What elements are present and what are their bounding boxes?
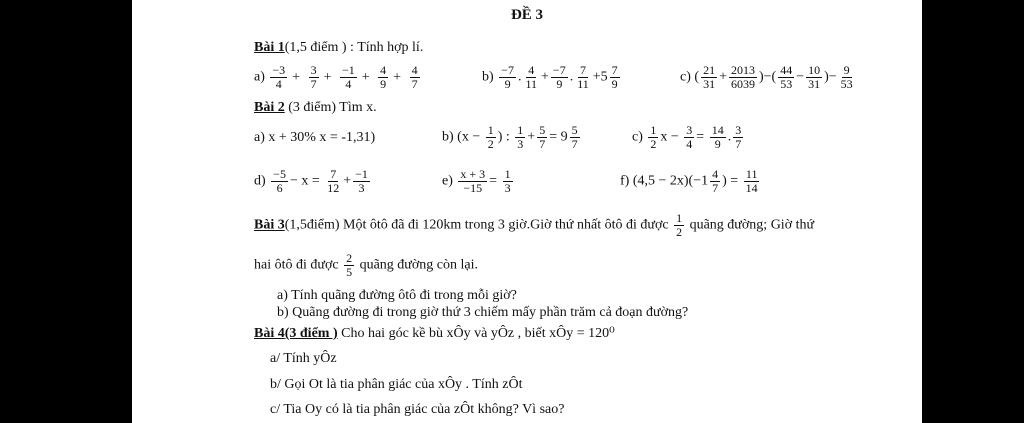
bai4-desc: Cho hai góc kề bù xÔy và yÔz , biết xÔy = 120⁰	[337, 326, 615, 341]
bai1-b-label: b)	[482, 69, 494, 85]
bai3-line1: Bài 3(1,5điểm) Một ôtô đã đi 120km trong 3 giờ.Giờ thứ nhất ôtô đi được $\frac{1}{2}$ quãng đường; Giờ thứ	[254, 211, 815, 239]
bai1-a-label: a)	[254, 69, 265, 85]
bai1-c: c) ( $\frac{21}{31}$ + $\frac{2013}{6039}$ )−( $\frac{44}{53}$ − $\frac{10}{31}$ )− $\frac{9}{53}$	[680, 63, 853, 91]
bai1-label: Bài 1	[254, 40, 285, 55]
bai1-desc: (1,5 điểm ) : Tính hợp lí.	[284, 40, 424, 55]
bai2-desc: (3 điểm) Tìm x.	[284, 100, 377, 115]
page-title: ĐỀ 3	[510, 7, 544, 23]
bai2-d-label: d)	[254, 173, 266, 189]
bai3-desc1b: quãng đường; Giờ thứ	[689, 217, 815, 233]
bai2-c-label: c)	[632, 129, 643, 145]
bai4-qc: c/ Tia Oy có là tia phân giác của zÔt không? Vì sao?	[270, 402, 565, 417]
bai2-f: f) (4,5 − 2x)(−1 $\frac{4}{7}$ ) = $\frac{11}{14}$	[620, 167, 758, 195]
bai2-e: e) $\frac{x + 3}{-15}$ = $\frac{1}{3}$	[442, 167, 511, 195]
bai2-f-label: f)	[620, 173, 630, 189]
bai2-c: c) $\frac{1}{2}$ x − $\frac{3}{4}$ = $\frac{14}{9}$ . $\frac{3}{7}$	[632, 123, 742, 151]
bai2-label: Bài 2	[254, 100, 285, 115]
bai2-heading	[254, 100, 377, 116]
exam-page	[132, 0, 922, 423]
bai2-e-label: e)	[442, 173, 453, 189]
bai3-line2: hai ôtô đi được $\frac{2}{5}$ quãng đường còn lại.	[254, 251, 479, 279]
bai1-a: a) $\frac{-3}{4}$ + $\frac{3}{7}$ + $\frac{-1}{4}$ + $\frac{4}{9}$ + $\frac{4}{7}$	[254, 63, 418, 91]
bai4-qb: b/ Gọi Ot là tia phân giác của xÔy . Tính zÔt	[270, 377, 523, 392]
bai4-label: Bài 4	[254, 326, 285, 341]
bai3-desc2a: hai ôtô đi được	[254, 257, 339, 273]
bai3-desc2b: quãng đường còn lại.	[359, 257, 479, 273]
bai2-b-label: b)	[442, 129, 454, 145]
bai3-label: Bài 3	[254, 217, 285, 233]
bai1-b: b) $\frac{-7}{9}$ . $\frac{4}{11}$ + $\frac{-7}{9}$ . $\frac{7}{11}$ +5 $\frac{7}{9}$	[482, 63, 618, 91]
bai4-qa: a/ Tính yÔz	[270, 351, 337, 366]
bai2-a: a) x + 30% x = -1,31)	[254, 130, 376, 145]
bai3-desc1: (1,5điểm) Một ôtô đã đi 120km trong 3 giờ.Giờ thứ nhất ôtô đi được	[284, 217, 669, 233]
bai4-labelb: (3 điểm )	[284, 326, 338, 341]
bai3-qa: a) Tính quãng đường ôtô đi trong mỗi giờ?	[277, 288, 517, 303]
bai1-heading	[254, 40, 423, 56]
bai2-b: b) (x − $\frac{1}{2}$ ) : $\frac{1}{3}$ + $\frac{5}{7}$ = 9 $\frac{5}{7}$	[442, 123, 578, 151]
bai4-heading	[254, 326, 615, 342]
bai2-d: d) $\frac{-5}{6}$ − x = $\frac{7}{12}$ + $\frac{-1}{3}$	[254, 167, 368, 195]
bai1-c-label: c)	[680, 69, 691, 85]
bai3-qb: b) Quãng đường đi trong giờ thứ 3 chiếm mấy phần trăm cả đoạn đường?	[277, 305, 689, 320]
